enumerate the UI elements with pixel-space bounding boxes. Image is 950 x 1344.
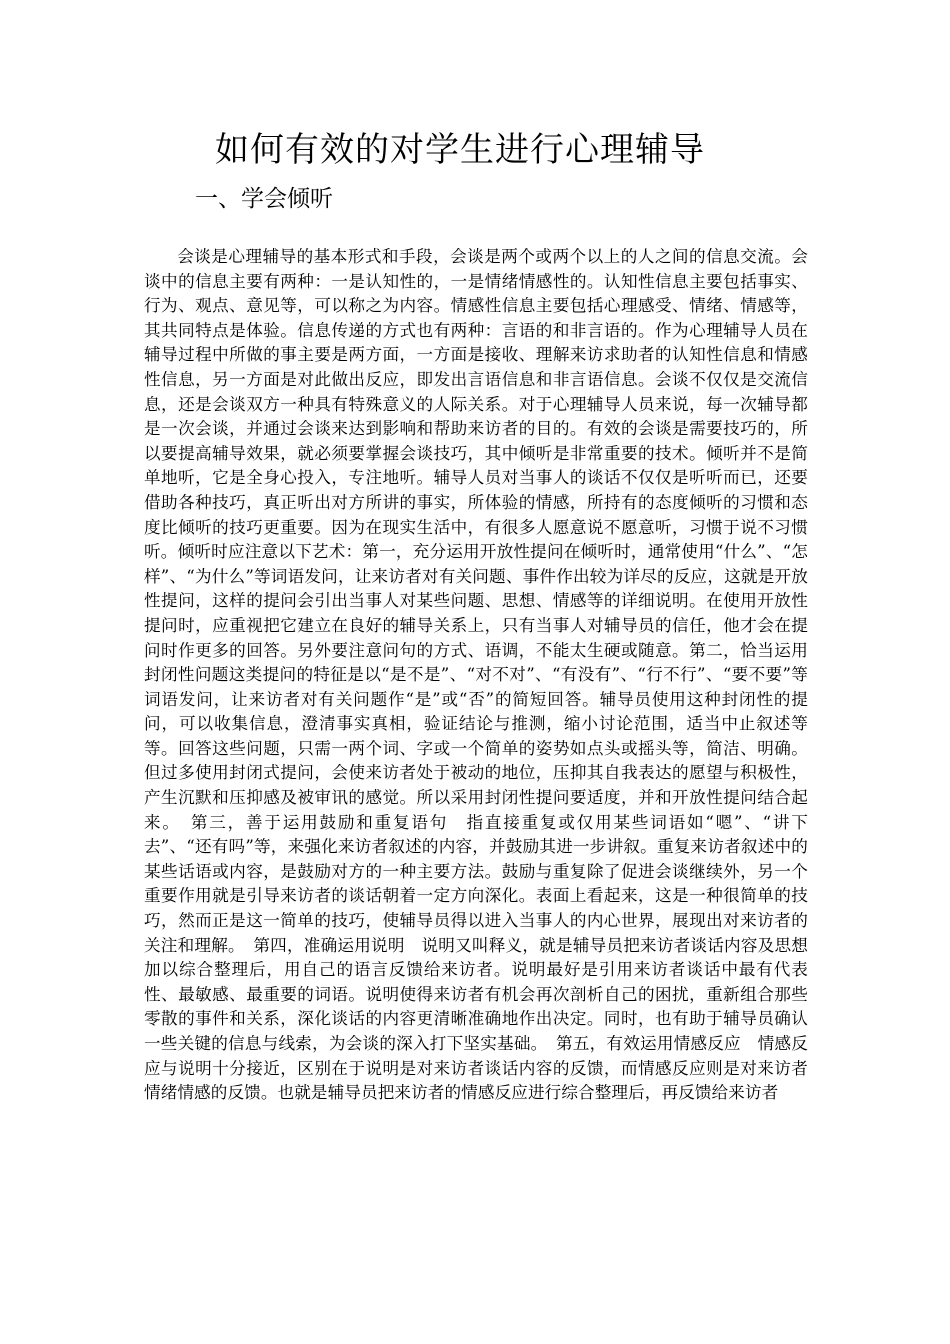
document-title: 如何有效的对学生进行心理辅导 bbox=[215, 130, 705, 170]
body-paragraph: 会谈是心理辅导的基本形式和手段，会谈是两个或两个以上的人之间的信息交流。会谈中的信息主要有两种：一是认知性的，一是情绪情感性的。认知性信息主要包括事实、行为、观点、意见等，可以称之为内容。情感性信息主要包括心理感受、情绪、情感等，其共同特点是体验。信息传递的方式也有两种：言语的和非言语的。作为心理辅导人员在辅导过程中所做的事主要是两方面，一方面是接收、理解来访求助者的认知性信息和情感性信息，另一方面是对此做出反应，即发出言语信息和非言语信息。会谈不仅仅是交流信息，还是会谈双方一种具有特殊意义的人际关系。对于心理辅导人员来说，每一次辅导都是一次会谈，并通过会谈来达到影响和帮助来访者的目的。有效的会谈是需要技巧的，所以要提高辅导效果，就必须要掌握会谈技巧，其中倾听是非常重要的技术。倾听并不是简单地听，它是全身心投入，专注地听。辅导人员对当事人的谈话不仅仅是听听而已，还要借助各种技巧，真正听出对方所讲的事实，所体验的情感，所持有的态度倾听的习惯和态度比倾听的技巧更重要。因为在现实生活中，有很多人愿意说不愿意听，习惯于说不习惯听。倾听时应注意以下艺术：第一，充分运用开放性提问在倾听时，通常使用“什么”、“怎样”、“为什么”等词语发问，让来访者对有关问题、事件作出较为详尽的反应，这就是开放性提问，这样的提问会引出当事人对某些问题、思想、情感等的详细说明。在使用开放性提问时，应重视把它建立在良好的辅导关系上，只有当事人对辅导员的信任，他才会在提问时作更多的回答。另外要注意问句的方式、语调，不能太生硬或随意。第二，恰当运用封闭性问题这类提问的特征是以“是不是”、“对不对”、“有没有”、“行不行”、“要不要”等词语发问，让来访者对有关问题作“是”或“否”的简短回答。辅导员使用这种封闭性的提问，可以收集信息，澄清事实真相，验证结论与推测，缩小讨论范围，适当中止叙述等等。回答这些问题，只需一两个词、字或一个简单的姿势如点头或摇头等，简洁、明确。但过多使用封闭式提问，会使来访者处于被动的地位，压抑其自我表达的愿望与积极性，产生沉默和压抑感及被审讯的感觉。所以采用封闭性提问要适度，并和开放性提问结合起来。 第三，善于运用鼓励和重复语句 指直接重复或仅用某些词语如“嗯”、“讲下去”、“还有吗”等，来强化来访者叙述的内容，并鼓励其进一步讲叙。重复来访者叙述中的某些话语或内容，是鼓励对方的一种主要方法。鼓励与重复除了促进会谈继续外，另一个重要作用就是引导来访者的谈话朝着一定方向深化。表面上看起来，这是一种很简单的技巧，然而正是这一简单的技巧，使辅导员得以进入当事人的内心世界，展现出对来访者的关注和理解。 第四，准确运用说明 说明又叫释义，就是辅导员把来访者谈话内容及思想加以综合整理后，用自己的语言反馈给来访者。说明最好是引用来访者谈话中最有代表性、最敏感、最重要的词语。说明使得来访者有机会再次剖析自己的困扰，重新组合那些零散的事件和关系，深化谈话的内容更清晰准确地作出决定。同时，也有助于辅导员确认一些关键的信息与线索，为会谈的深入打下坚实基础。 第五，有效运用情感反应 情感反应与说明十分接近，区别在于说明是对来访者谈话内容的反馈，而情感反应则是对来访者情绪情感的反馈。也就是辅导员把来访者的情感反应进行综合整理后，再反馈给来访者 bbox=[144, 247, 808, 1103]
section-heading: 一、学会倾听 bbox=[195, 186, 333, 212]
